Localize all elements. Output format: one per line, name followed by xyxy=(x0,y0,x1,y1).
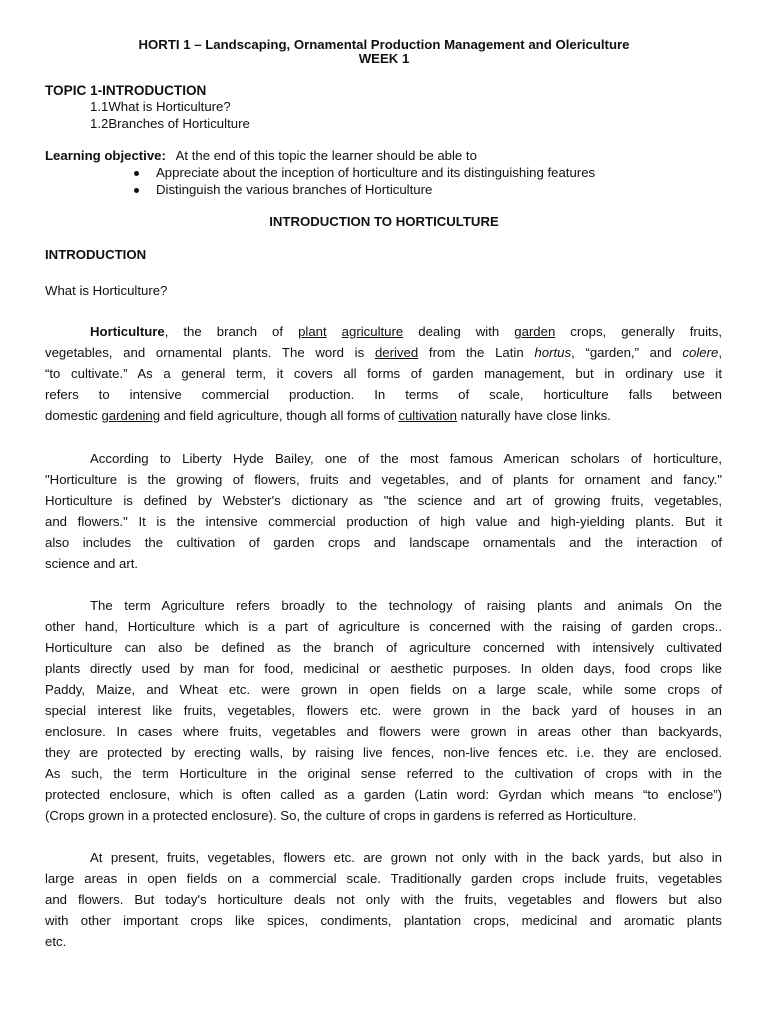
bullet-text: Distinguish the various branches of Horticulture xyxy=(156,182,433,197)
paragraph-line: As such, the term Horticulture in the original sense referred to the cultivation of crops with in the xyxy=(45,766,722,781)
bullet-text: Appreciate about the inception of horticulture and its distinguishing features xyxy=(156,165,596,180)
paragraph-1 xyxy=(45,321,722,426)
paragraph-line: and flowers." It is the intensive commercial production of high value and high-yielding plants. But it xyxy=(45,514,722,529)
learning-objective xyxy=(45,148,477,163)
bullet-icon xyxy=(134,188,139,193)
paragraph-line: The term Agriculture refers broadly to the technology of raising plants and animals On the xyxy=(90,598,722,613)
objective-text: At the end of this topic the learner should be able to xyxy=(175,148,477,163)
week-label: WEEK 1 xyxy=(358,51,410,66)
paragraph-line: special interest like fruits, vegetables, flowers etc. were grown in the back yard of houses in an xyxy=(45,703,722,718)
paragraph-line: plants directly used by man for food, medicinal or aesthetic purposes. In olden days, food crops like xyxy=(45,661,722,676)
section-title: INTRODUCTION TO HORTICULTURE xyxy=(269,214,499,229)
paragraph-line: At present, fruits, vegetables, flowers etc. are grown not only with in the back yards, but also in xyxy=(90,850,722,865)
paragraph-line: protected enclosure, which is often called as a garden (Latin word: Gyrdan which means “to enclose”) xyxy=(45,787,722,802)
paragraph-line: According to Liberty Hyde Bailey, one of the most famous American scholars of horticulture, xyxy=(90,451,722,466)
paragraph-line: enclosure. In cases where fruits, vegetables and flowers were grown in areas other than backyards, xyxy=(45,724,722,739)
paragraph-3 xyxy=(45,595,722,826)
paragraph-2 xyxy=(45,448,722,574)
document-title: HORTI 1 – Landscaping, Ornamental Production Management and Olericulture xyxy=(138,37,630,52)
paragraph-line: vegetables, and ornamental plants. The word is derived from the Latin hortus, “garden,” and colere, xyxy=(45,345,722,360)
paragraph-line: etc. xyxy=(45,934,67,949)
paragraph-line: Horticulture can also be defined as the branch of agriculture concerned with intensively cultivated xyxy=(45,640,722,655)
paragraph-line: science and art. xyxy=(45,556,139,571)
paragraph-line: other hand, Horticulture which is a part of agriculture is concerned with the raising of garden crops.. xyxy=(45,619,722,634)
paragraph-line: and flowers. But today's horticulture deals not only with the fruits, vegetables and flowers but also xyxy=(45,892,722,907)
paragraph-line: Paddy, Maize, and Wheat etc. were grown in open fields on a large scale, while some crops of xyxy=(45,682,722,697)
paragraph-line: Horticulture is defined by Webster's dictionary as "the science and art of growing fruits, vegetables, xyxy=(45,493,722,508)
paragraph-line: "Horticulture is the growing of flowers, fruits and vegetables, and of plants for ornament and fancy." xyxy=(45,472,722,487)
paragraph-line: (Crops grown in a protected enclosure). So, the culture of crops in gardens is referred as Horticulture. xyxy=(45,808,637,823)
objective-label: Learning objective: xyxy=(45,148,166,163)
question-text: What is Horticulture? xyxy=(45,283,168,298)
paragraph-line: they are protected by erecting walls, by raising live fences, non-live fences etc. i.e. they are enclosed. xyxy=(45,745,722,760)
topic-item-2: 1.2Branches of Horticulture xyxy=(90,116,250,131)
paragraph-line: refers to intensive commercial production. In terms of scale, horticulture falls between xyxy=(45,387,722,402)
topic-heading: TOPIC 1-INTRODUCTION xyxy=(45,83,207,98)
paragraph-line: also includes the cultivation of garden crops and landscape ornamentals and the interaction of xyxy=(45,535,722,550)
paragraph-4 xyxy=(45,847,722,952)
paragraph-line: Horticulture, the branch of plant agriculture dealing with garden crops, generally fruits, xyxy=(90,324,722,339)
paragraph-line: domestic gardening and field agriculture, though all forms of cultivation naturally have close links. xyxy=(45,408,611,423)
topic-item-1: 1.1What is Horticulture? xyxy=(90,99,231,114)
paragraph-line: “to cultivate.” As a general term, it covers all forms of garden management, but in ordinary use it xyxy=(45,366,722,381)
paragraph-line: large areas in open fields on a commercial scale. Traditionally garden crops include fruits, vegetables xyxy=(45,871,722,886)
intro-heading: INTRODUCTION xyxy=(45,247,147,262)
paragraph-line: with other important crops like spices, condiments, plantation crops, medicinal and aromatic plants xyxy=(45,913,722,928)
bullet-icon xyxy=(134,171,139,176)
